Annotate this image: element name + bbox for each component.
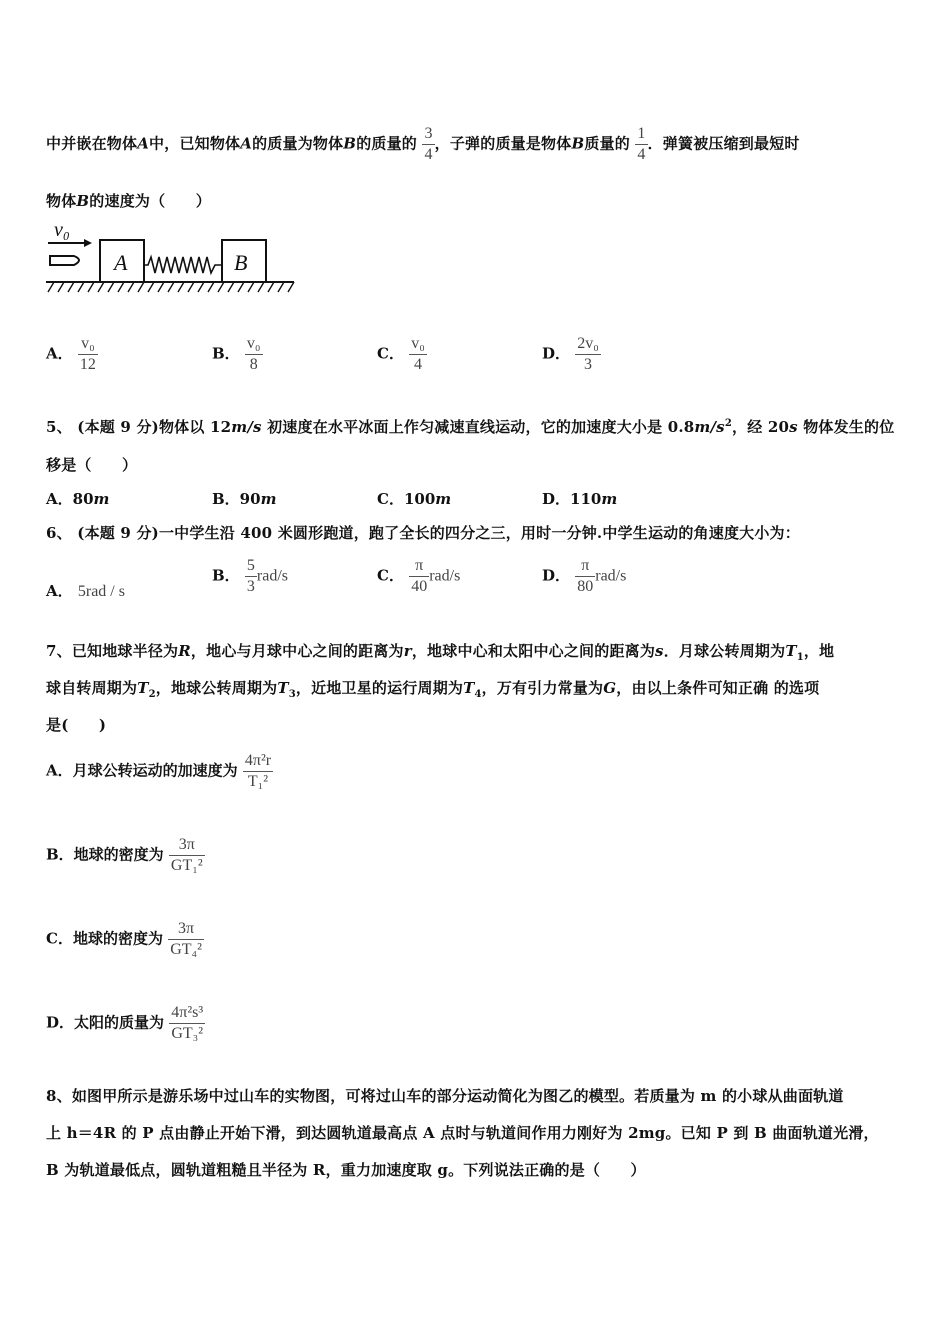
q6-text: 6、 (本题 9 分)一中学生沿 400 米圆形跑道，跑了全长的四分之三，用时一分钟.中学生运动的角速度大小为： <box>46 524 800 542</box>
option-fraction: $\frac{\pi}{80}$ <box>577 557 594 595</box>
option-fraction: $\frac{3\pi}{\text{GT₄²}}$ <box>170 920 202 958</box>
q7-option-a[interactable]: A．月球公转运动的加速度为 $\frac{\text{4π²r}}{\text{T₁²}}$ <box>46 752 272 790</box>
svg-text:B: B <box>234 250 248 275</box>
bullet-icon <box>50 256 79 265</box>
q8-text-line2: 上 h＝4R 的 P 点由静止开始下滑，到达圆轨道最高点 A 点时与轨道间作用力刚好为 2mg。已知 P 到 B 曲面轨道光滑， <box>46 1124 879 1142</box>
q6-option-d[interactable]: D． $\frac{\pi}{80}$ rad/s <box>542 557 627 595</box>
q6-option-c[interactable]: C． $\frac{\pi}{40}$ rad/s <box>377 557 461 595</box>
q4-text-line1: 中并嵌在物体A中，已知物体A的质量为物体B的质量的 $\frac{3}{4}$ ，子弹的质量是物体B质量的 $\frac{1}{4}$ ．弹簧被压缩到最短时 <box>46 125 800 163</box>
option-fraction: $\frac{\text{v₀}}{12}$ <box>79 335 96 373</box>
q4-option-b[interactable]: B． $\frac{\text{v₀}}{8}$ <box>212 335 261 373</box>
option-fraction: $\frac{\text{4π²r}}{\text{T₁²}}$ <box>244 752 272 790</box>
q5-text-line2: 移是（ ） <box>46 456 138 474</box>
q7-text-line2: 球自转周期为$T_2$，地球公转周期为$T_3$，近地卫星的运行周期为$T_4$，万有引力常量为G，由以上条件可知正确 的选项 <box>46 679 820 700</box>
option-fraction: $\frac{\text{v₀}}{4}$ <box>411 335 425 373</box>
bullet-spring-blocks-figure <box>44 218 304 298</box>
q5-option-d[interactable]: D．110m <box>542 490 618 508</box>
ground-hatching <box>48 282 294 292</box>
q4-option-c[interactable]: C． $\frac{\text{v₀}}{4}$ <box>377 335 425 373</box>
q5-option-c[interactable]: C．100m <box>377 490 452 508</box>
option-fraction: $\frac{\pi}{40}$ <box>411 557 428 595</box>
q6-option-b[interactable]: B． $\frac{5}{3}$ rad/s <box>212 557 289 595</box>
q7-option-c[interactable]: C．地球的密度为 $\frac{3\pi}{\text{GT₄²}}$ <box>46 920 202 958</box>
q7-option-b[interactable]: B．地球的密度为 $\frac{3\pi}{\text{GT₁²}}$ <box>46 836 203 874</box>
svg-text:A: A <box>114 250 128 275</box>
q6-option-a[interactable]: A． 5rad / s <box>46 582 125 600</box>
q4-option-d[interactable]: D． $\frac{\text{2v₀}}{3}$ <box>542 335 599 373</box>
spring-icon <box>144 257 222 273</box>
option-fraction: $\frac{3\pi}{\text{GT₁²}}$ <box>170 836 203 874</box>
q7-text-line1: 7、已知地球半径为R，地心与月球中心之间的距离为r，地球中心和太阳中心之间的距离为s．月球公转周期为$T_1$，地 <box>46 642 835 663</box>
fraction-three-quarters: $\frac{3}{4}$ <box>424 125 433 163</box>
velocity-label: v₀ <box>54 219 70 241</box>
q7-text-line3: 是( ) <box>46 716 107 734</box>
q4-text-line2: 物体B的速度为（ ） <box>46 192 211 210</box>
q4-option-a[interactable]: A． $\frac{\text{v₀}}{12}$ <box>46 335 96 373</box>
q7-option-d[interactable]: D．太阳的质量为 $\frac{\text{4π²s³}}{\text{GT₃²}}$ <box>46 1004 204 1042</box>
fraction-one-quarter: $\frac{1}{4}$ <box>637 125 646 163</box>
q5-text-line1: 5、 (本题 9 分)物体以 12m/s 初速度在水平冰面上作匀减速直线运动，它的加速度大小是 $0.8m/s^2$，经 20s 物体发生的位 <box>46 418 895 436</box>
option-fraction: $\frac{5}{3}$ <box>246 557 255 595</box>
option-fraction: $\frac{\text{v₀}}{8}$ <box>246 335 261 373</box>
q8-text-line3: B 为轨道最低点，圆轨道粗糙且半径为 R，重力加速度取 g。下列说法正确的是（ ） <box>46 1161 646 1179</box>
q8-text-line1: 8、如图甲所示是游乐场中过山车的实物图，可将过山车的部分运动简化为图乙的模型。若质量为 m 的小球从曲面轨道 <box>46 1087 844 1105</box>
q5-option-b[interactable]: B．90m <box>212 490 277 508</box>
option-fraction: $\frac{\text{4π²s³}}{\text{GT₃²}}$ <box>171 1004 204 1042</box>
q5-option-a[interactable]: A．80m <box>46 490 110 508</box>
option-fraction: $\frac{\text{2v₀}}{3}$ <box>577 335 599 373</box>
